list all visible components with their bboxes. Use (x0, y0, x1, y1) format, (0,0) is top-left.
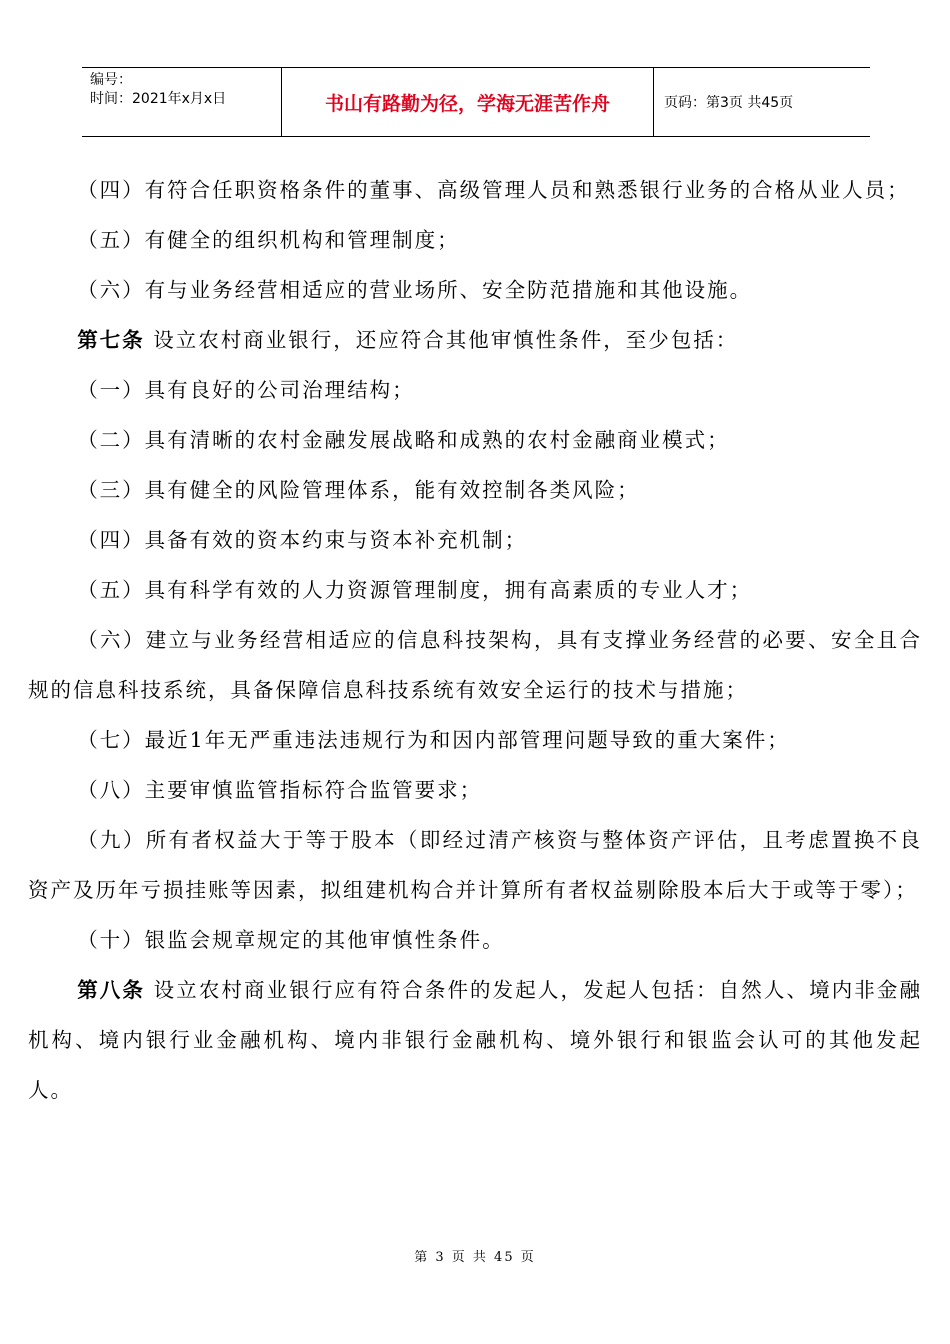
paragraph-text: （五）有健全的组织机构和管理制度； (77, 228, 460, 252)
paragraph-text: （三）具有健全的风险管理体系，能有效控制各类风险； (77, 478, 640, 502)
paragraph-text: （八）主要审慎监管指标符合监管要求； (77, 778, 483, 802)
article-number: 第八条 (77, 978, 145, 1002)
paragraph (28, 815, 922, 915)
page-footer: 第 3 页 共 45 页 (414, 1250, 536, 1265)
article-number: 第七条 (77, 328, 145, 352)
paragraph (28, 465, 922, 515)
paragraph (28, 565, 922, 615)
paragraph (28, 515, 922, 565)
paragraph (28, 165, 922, 215)
paragraph-text: （九）所有者权益大于等于股本（即经过清产核资与整体资产评估，且考虑置换不良资产及历年亏损挂账等因素，拟组建机构合并计算所有者权益剔除股本后大于或等于零）； (28, 828, 922, 902)
paragraph (28, 265, 922, 315)
doc-date-label: 时间：2021年x月x日 (90, 91, 227, 107)
paragraph (28, 965, 922, 1115)
paragraph-text: （四）具备有效的资本约束与资本补充机制； (77, 528, 528, 552)
paragraph-text: （四）有符合任职资格条件的董事、高级管理人员和熟悉银行业务的合格从业人员； (77, 178, 910, 202)
paragraph-text: （二）具有清晰的农村金融发展战略和成熟的农村金融商业模式； (77, 428, 730, 452)
paragraph (28, 215, 922, 265)
paragraph (28, 765, 922, 815)
paragraph-text: （六）有与业务经营相适应的营业场所、安全防范措施和其他设施。 (77, 278, 753, 302)
paragraph (28, 615, 922, 715)
paragraph-text: （一）具有良好的公司治理结构； (77, 378, 415, 402)
paragraph-text: （十）银监会规章规定的其他审慎性条件。 (77, 928, 505, 952)
paragraph-text: （七）最近1年无严重违法违规行为和因内部管理问题导致的重大案件； (77, 728, 790, 752)
paragraph-text: 设立农村商业银行应有符合条件的发起人，发起人包括：自然人、境内非金融机构、境内银行业金融机构、境内非银行金融机构、境外银行和银监会认可的其他发起人。 (28, 978, 923, 1102)
paragraph-text: （六）建立与业务经营相适应的信息科技架构，具有支撑业务经营的必要、安全且合规的信息科技系统，具备保障信息科技系统有效安全运行的技术与措施； (28, 628, 922, 702)
paragraph (28, 715, 922, 765)
paragraph-text: 设立农村商业银行，还应符合其他审慎性条件，至少包括： (144, 328, 739, 352)
paragraph-text: （五）具有科学有效的人力资源管理制度，拥有高素质的专业人才； (77, 578, 753, 602)
doc-number-label: 编号： (90, 72, 132, 88)
header-page-info: 页码：第3页 共45页 (664, 95, 794, 111)
header-motto: 书山有路勤为径，学海无涯苦作舟 (282, 68, 654, 136)
paragraph (28, 915, 922, 965)
page-header (82, 67, 870, 137)
paragraph (28, 415, 922, 465)
paragraph (28, 365, 922, 415)
header-meta (82, 68, 282, 136)
document-body (28, 165, 922, 1115)
paragraph (28, 315, 922, 365)
